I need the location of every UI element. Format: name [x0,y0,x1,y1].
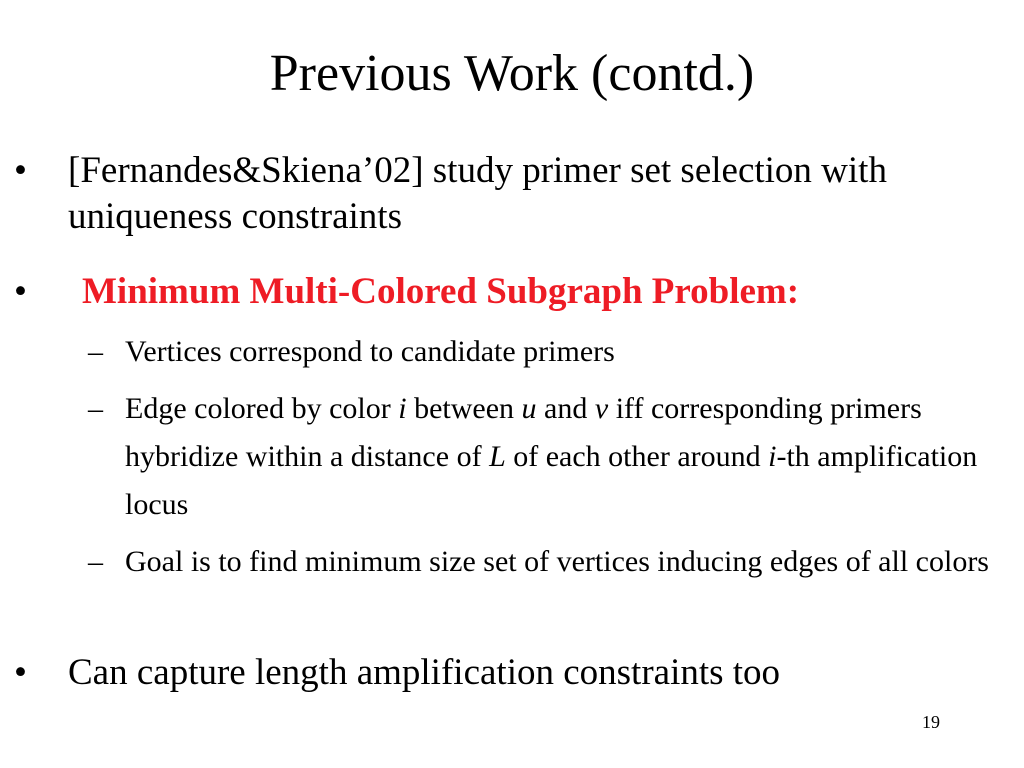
math-var-v: v [594,392,609,425]
text-segment: iff corresponding primers hybridize within a distance of [125,392,922,473]
page-number: 19 [922,712,940,732]
bullet-text-highlight: Minimum Multi-Colored Subgraph Problem: [82,271,800,312]
bullet-text: [Fernandes&Skiena’02] study primer set selection with uniqueness constraints [68,150,887,237]
dash-marker: – [88,335,103,368]
bullet-text: Can capture length amplification constraints too [68,652,781,693]
dash-marker: – [88,392,103,425]
dash-marker: – [88,545,103,578]
subbullet-text [125,385,1005,529]
bullet-marker: • [14,652,27,693]
bullet-marker: • [14,150,27,191]
subbullet-text: Goal is to find minimum size set of vertices inducing edges of all colors [125,545,989,578]
text-segment: Edge colored by color [125,392,399,425]
math-var-i: i [768,440,777,473]
text-segment: and [536,392,595,425]
slide-title: Previous Work (contd.) [269,45,755,102]
text-segment: -th amplification locus [125,440,978,521]
math-var-u: u [521,392,537,425]
text-segment: between [406,392,522,425]
math-var-L: L [489,440,506,473]
text-segment: of each other around [505,440,769,473]
math-var-i: i [398,392,407,425]
subbullet-text: Vertices correspond to candidate primers [125,335,615,368]
bullet-marker: • [14,271,27,312]
